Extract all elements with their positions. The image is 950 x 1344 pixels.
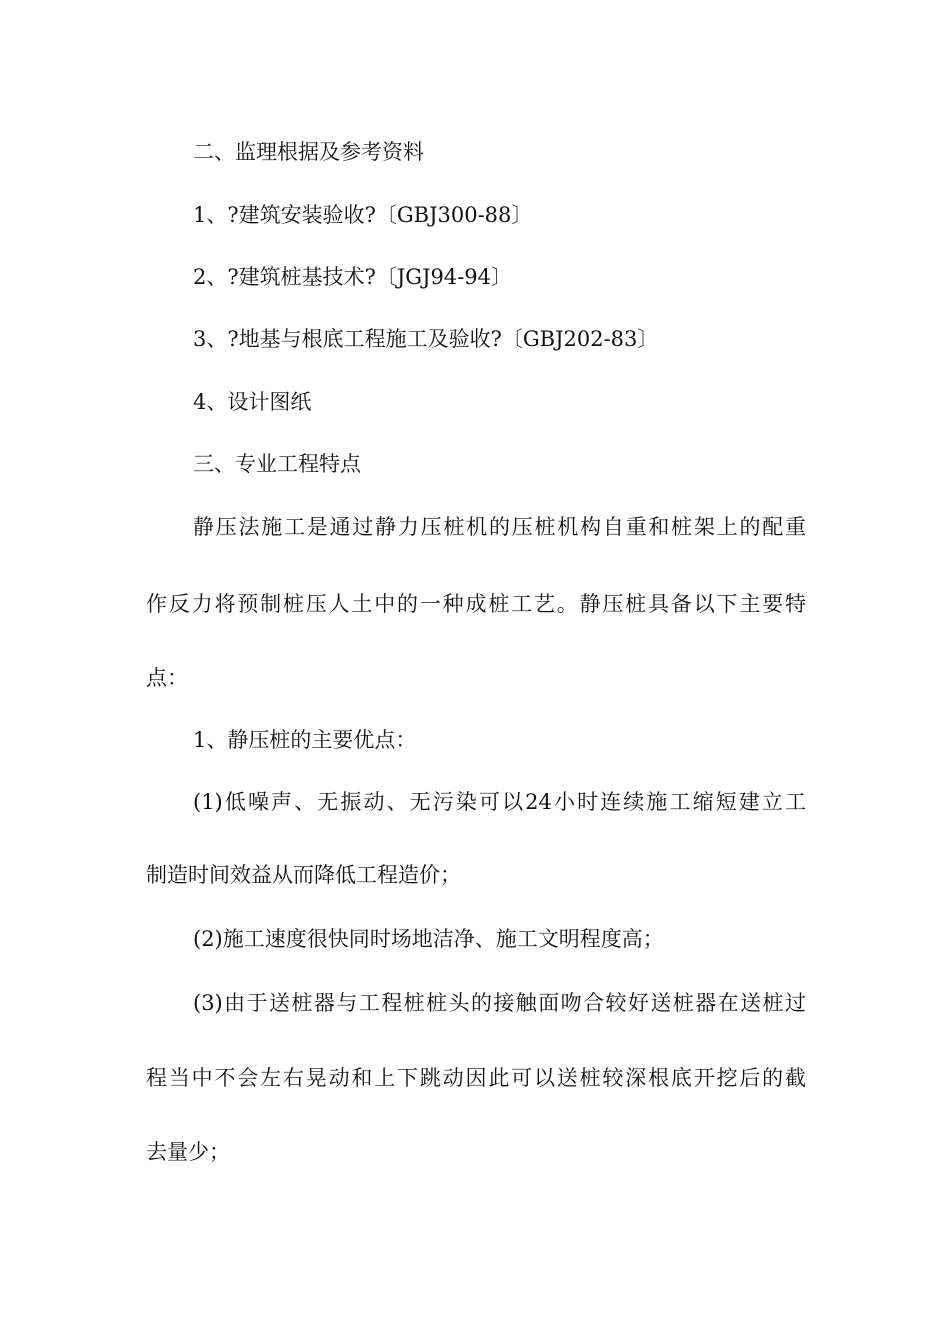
point-2: (2)施工速度很快同时场地洁净、施工文明程度高； [193,927,664,951]
point-3-line-2: 程当中不会左右晃动和上下跳动因此可以送桩较深根底开挖后的截 [146,1066,806,1090]
basis-item-3: 3、?地基与根底工程施工及验收?〔GBJ202-83〕 [193,327,659,351]
intro-paragraph-line-2: 作反力将预制桩压人土中的一种成桩工艺。静压桩具备以下主要特 [146,592,806,616]
section-heading-basis: 二、监理根据及参考资料 [193,140,424,164]
basis-item-2: 2、?建筑桩基技术?〔JGJ94-94〕 [193,265,513,289]
point-1-line-2: 制造时间效益从而降低工程造价； [146,863,461,887]
basis-item-4: 4、设计图纸 [193,390,312,414]
section-heading-features: 三、专业工程特点 [193,452,361,476]
point-3-line-1: (3)由于送桩器与工程桩桩头的接触面吻合较好送桩器在送桩过 [193,991,806,1015]
point-1-line-1: (1)低噪声、无振动、无污染可以24小时连续施工缩短建立工 [193,790,806,814]
advantages-heading: 1、静压桩的主要优点： [193,728,417,752]
intro-paragraph-line-3: 点： [146,666,188,690]
point-3-line-3: 去量少； [146,1140,230,1164]
intro-paragraph-line-1: 静压法施工是通过静力压桩机的压桩机构自重和桩架上的配重 [193,515,806,539]
basis-item-1: 1、?建筑安装验收?〔GBJ300-88〕 [193,203,533,227]
